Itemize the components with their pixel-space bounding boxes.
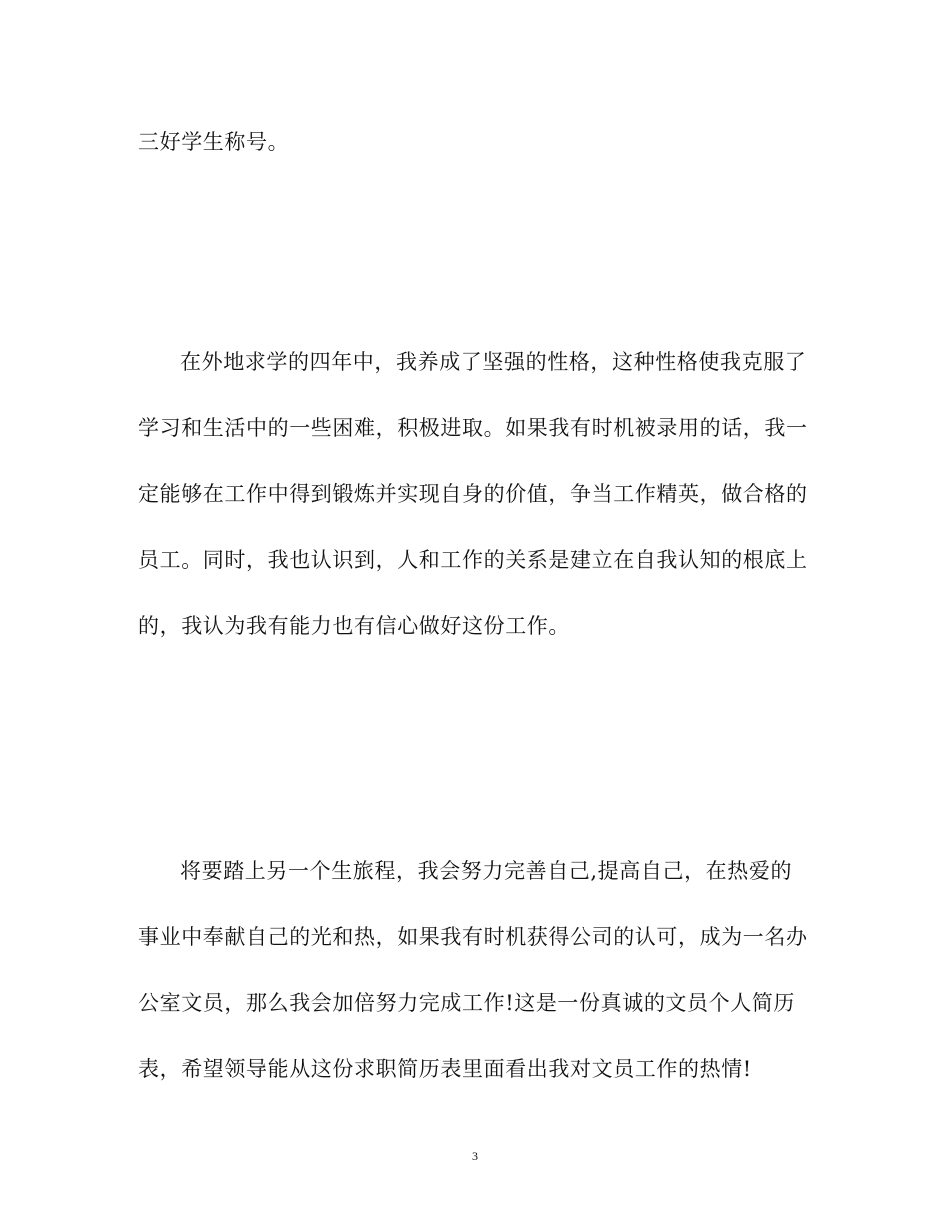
paragraph-2-line-1: 在外地求学的四年中，我养成了坚强的性格，这种性格使我克服了 — [180, 350, 807, 374]
paragraph-3-line-1: 将要踏上另一个生旅程，我会努力完善自己,提高自己，在热爱的 — [180, 859, 793, 883]
paragraph-3-line-2: 事业中奉献自己的光和热，如果我有时机获得公司的认可，成为一名办 — [138, 925, 808, 949]
paragraph-2-line-3: 定能够在工作中得到锻炼并实现自身的价值，争当工作精英，做合格的 — [138, 482, 808, 506]
page-number: 3 — [472, 1149, 478, 1163]
paragraph-2-line-2: 学习和生活中的一些困难，积极进取。如果我有时机被录用的话，我一 — [138, 416, 808, 440]
paragraph-3-line-4: 表，希望领导能从这份求职简历表里面看出我对文员工作的热情! — [138, 1057, 752, 1081]
paragraph-1-line-1: 三好学生称号。 — [138, 130, 290, 154]
paragraph-2-line-5: 的，我认为我有能力也有信心做好这份工作。 — [138, 614, 570, 638]
paragraph-2-line-4: 员工。同时，我也认识到，人和工作的关系是建立在自我认知的根底上 — [138, 548, 808, 572]
paragraph-3-line-3: 公室文员，那么我会加倍努力完成工作!这是一份真诚的文员个人简历 — [138, 991, 796, 1015]
